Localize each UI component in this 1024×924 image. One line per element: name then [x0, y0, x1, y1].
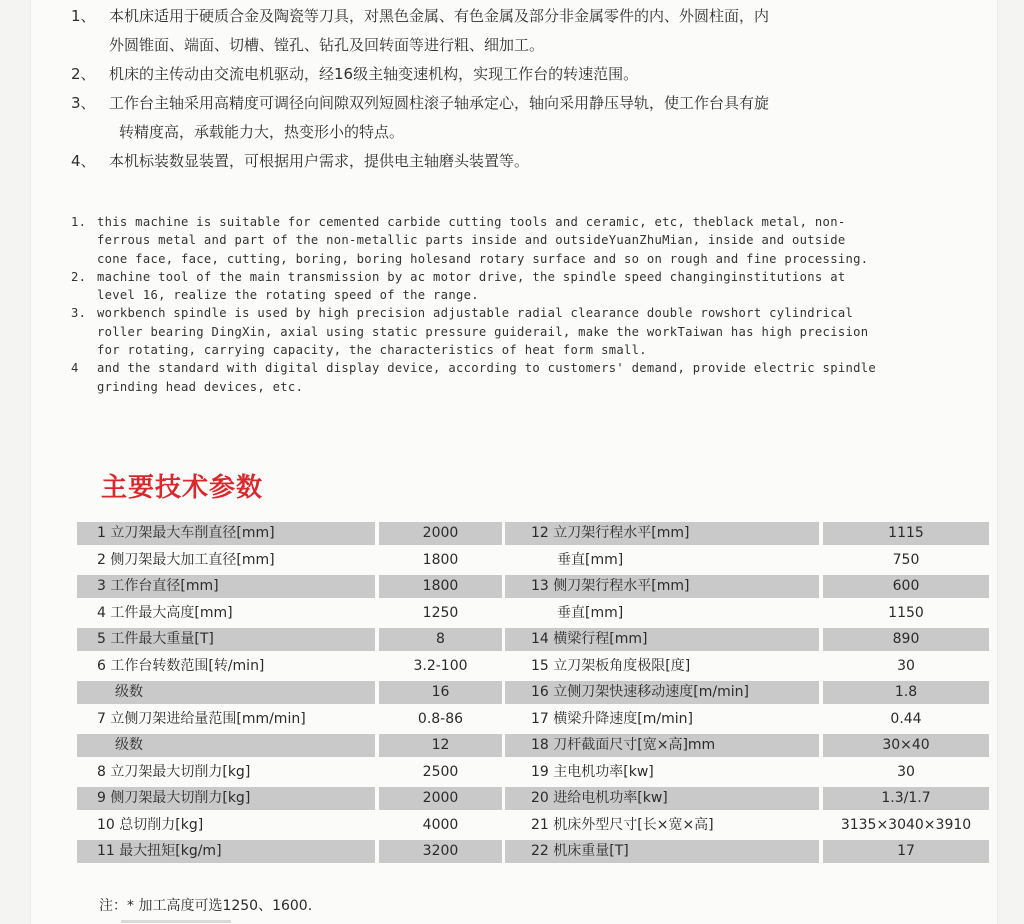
feature-text-line: for rotating, carrying capacity, the characteristics of heat form small.: [97, 343, 647, 358]
spec-label: 6 工作台转数范围[转/min]: [97, 657, 265, 674]
spec-value: 30: [897, 657, 915, 674]
spec-value: 30: [897, 763, 915, 780]
table-row: [77, 733, 989, 760]
spec-value: 2000: [379, 787, 502, 810]
spec-label: 15 立刀架板角度极限[度]: [531, 657, 691, 674]
feature-item: [71, 147, 971, 176]
spec-label: 1 立刀架最大车削直径[mm]: [77, 522, 375, 545]
spec-label: 20 进给电机功率[kw]: [505, 787, 819, 810]
feature-text-line: roller bearing DingXin, axial using static pressure guiderail, make the workTaiwan has high precision: [97, 324, 869, 339]
feature-list-english: [71, 213, 961, 396]
spec-value: 0.44: [890, 710, 922, 727]
spec-value: 17: [823, 840, 989, 863]
table-row: [77, 521, 989, 548]
spec-label: 19 主电机功率[kw]: [531, 763, 654, 780]
table-row: [77, 574, 989, 601]
table-row: [77, 760, 989, 787]
spec-value: 1250: [422, 604, 459, 621]
spec-label: 10 总切削力[kg]: [97, 816, 204, 833]
spec-label: 11 最大扭矩[kg/m]: [77, 840, 375, 863]
spec-value: 8: [379, 628, 502, 651]
table-row: [77, 786, 989, 813]
feature-text-line: 本机标装数显装置，可根据用户需求，提供电主轴磨头装置等。: [109, 152, 530, 170]
spec-value: 3200: [379, 840, 502, 863]
feature-item: [71, 213, 961, 268]
feature-text-line: workbench spindle is used by high precision adjustable radial clearance double rowshort cylindrical: [97, 306, 854, 321]
feature-text-line: and the standard with digital display device, according to customers' demand, provide electric spindle: [97, 361, 877, 376]
feature-number: 4: [71, 361, 79, 376]
spec-value: 1.3/1.7: [823, 787, 989, 810]
spec-label: 7 立侧刀架进给量范围[mm/min]: [97, 710, 306, 727]
feature-number: 3.: [71, 306, 87, 321]
spec-value: 750: [892, 551, 920, 568]
footnote-cutoff-line: [121, 918, 241, 924]
spec-label: 级数: [77, 734, 375, 757]
brochure-page: [30, 0, 998, 924]
feature-number: 2、: [71, 65, 96, 83]
spec-value: 4000: [422, 816, 459, 833]
spec-label: 22 机床重量[T]: [505, 840, 819, 863]
feature-text-line: 工作台主轴采用高精度可调径向间隙双列短圆柱滚子轴承定心，轴向采用静压导轨，使工作台具有旋: [109, 94, 770, 112]
spec-value: 890: [823, 628, 989, 651]
spec-label: 17 横梁升降速度[m/min]: [531, 710, 693, 727]
feature-item: [71, 89, 971, 147]
spec-label: 2 侧刀架最大加工直径[mm]: [97, 551, 275, 568]
spec-value: 1150: [888, 604, 924, 621]
feature-text-line: this machine is suitable for cemented carbide cutting tools and ceramic, etc, theblack metal, non-: [97, 215, 846, 229]
spec-label: 14 横梁行程[mm]: [505, 628, 819, 651]
spec-value: 12: [379, 734, 502, 757]
feature-item: [71, 359, 961, 396]
spec-label: 4 工件最大高度[mm]: [97, 604, 233, 621]
table-row: [77, 680, 989, 707]
table-row: [77, 813, 989, 840]
spec-value: 2000: [379, 522, 502, 545]
feature-text-line: 机床的主传动由交流电机驱动，经16级主轴变速机构，实现工作台的转速范围。: [109, 65, 639, 83]
feature-text-line: level 16, realize the rotating speed of the range.: [97, 288, 479, 303]
spec-value: 3135×3040×3910: [840, 816, 972, 833]
feature-text-line: 转精度高，承载能力大，热变形小的特点。: [119, 123, 405, 141]
feature-list-chinese: [71, 2, 971, 176]
spec-label: 8 立刀架最大切削力[kg]: [97, 763, 251, 780]
table-row: [77, 601, 989, 628]
spec-value: 30×40: [823, 734, 989, 757]
spec-label: 垂直[mm]: [557, 604, 624, 621]
spec-label: 18 刀杆截面尺寸[宽×高]mm: [505, 734, 819, 757]
spec-value: 3.2-100: [413, 657, 468, 674]
table-row: [77, 654, 989, 681]
spec-value: 1115: [823, 522, 989, 545]
spec-value: 1800: [422, 551, 459, 568]
feature-text-line: 本机床适用于硬质合金及陶瓷等刀具，对黑色金属、有色金属及部分非金属零件的内、外圆柱面，内: [109, 7, 770, 25]
feature-item: [71, 2, 971, 60]
feature-number: 1、: [71, 7, 96, 25]
section-title: 主要技术参数: [101, 473, 264, 503]
feature-text-line: ferrous metal and part of the non-metallic parts inside and outsideYuanZhuMian, inside and outside: [97, 233, 846, 248]
spec-value: 1800: [379, 575, 502, 598]
spec-value: 0.8-86: [417, 710, 464, 727]
table-row: [77, 839, 989, 866]
feature-item: [71, 60, 971, 89]
feature-number: 1.: [71, 215, 87, 229]
spec-value: 16: [379, 681, 502, 704]
feature-item: [71, 304, 961, 359]
spec-label: 垂直[mm]: [557, 551, 624, 568]
spec-label: 21 机床外型尺寸[长×宽×高]: [531, 816, 714, 833]
footnote: 注：* 加工高度可选1250、1600.: [99, 898, 313, 914]
spec-label: 3 工作台直径[mm]: [77, 575, 375, 598]
feature-text-line: 外圆锥面、端面、切槽、镗孔、钻孔及回转面等进行粗、细加工。: [109, 36, 545, 54]
spec-label: 13 侧刀架行程水平[mm]: [505, 575, 819, 598]
spec-table: [77, 521, 989, 866]
spec-label: 12 立刀架行程水平[mm]: [505, 522, 819, 545]
feature-text-line: grinding head devices, etc.: [97, 379, 304, 394]
feature-number: 3、: [71, 94, 96, 112]
feature-text-line: cone face, face, cutting, boring, boring holesand rotary surface and so on rough and fine processing.: [97, 251, 869, 266]
feature-number: 2.: [71, 269, 87, 284]
spec-value: 600: [823, 575, 989, 598]
table-row: [77, 548, 989, 575]
spec-label: 5 工件最大重量[T]: [77, 628, 375, 651]
spec-value: 1.8: [823, 681, 989, 704]
feature-item: [71, 268, 961, 305]
feature-text-line: machine tool of the main transmission by ac motor drive, the spindle speed changinginstitutions at: [97, 269, 846, 284]
table-row: [77, 627, 989, 654]
spec-label: 级数: [77, 681, 375, 704]
feature-number: 4、: [71, 152, 96, 170]
spec-label: 16 立侧刀架快速移动速度[m/min]: [505, 681, 819, 704]
spec-value: 2500: [422, 763, 459, 780]
table-row: [77, 707, 989, 734]
spec-label: 9 侧刀架最大切削力[kg]: [77, 787, 375, 810]
